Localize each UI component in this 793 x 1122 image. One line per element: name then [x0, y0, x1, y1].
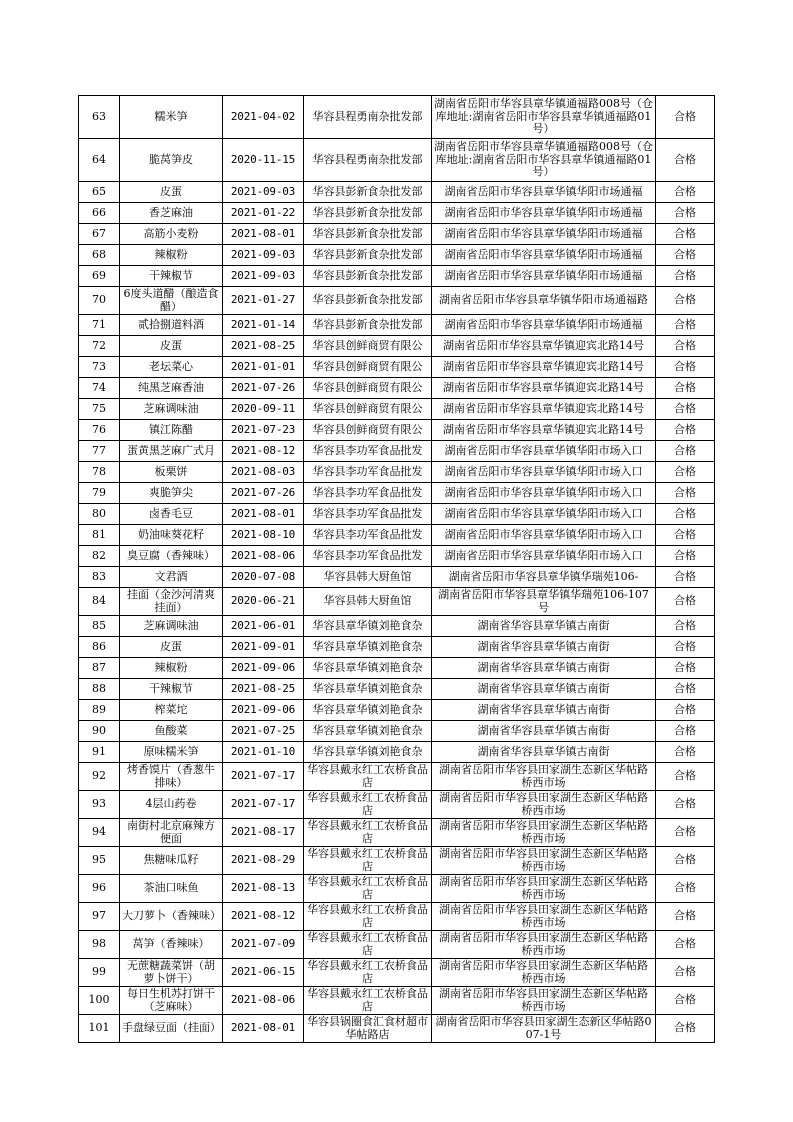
- row-number: 81: [79, 525, 120, 546]
- row-number: 87: [79, 658, 120, 679]
- row-number: 67: [79, 224, 120, 245]
- table-row: [79, 847, 715, 875]
- row-number: 72: [79, 336, 120, 357]
- seller-address: 湖南省华容县章华镇古南街: [432, 637, 656, 658]
- seller-name: 华容县章华镇刘艳食杂: [304, 658, 432, 679]
- inspection-result: 合格: [656, 791, 715, 819]
- product-name: 榨菜坨: [120, 700, 223, 721]
- inspection-result: 合格: [656, 483, 715, 504]
- inspection-result: 合格: [656, 742, 715, 763]
- seller-address: 湖南省岳阳市华容县田家湖生态新区华帖路桥西市场: [432, 819, 656, 847]
- row-number: 73: [79, 357, 120, 378]
- seller-address: 湖南省岳阳市华容县章华镇迎宾北路14号: [432, 420, 656, 441]
- table-row: [79, 658, 715, 679]
- product-name: 皮蛋: [120, 182, 223, 203]
- production-date: 2021-09-03: [223, 266, 304, 287]
- row-number: 90: [79, 721, 120, 742]
- seller-address: 湖南省岳阳市华容县章华镇华阳市场入口: [432, 525, 656, 546]
- inspection-result: 合格: [656, 357, 715, 378]
- row-number: 75: [79, 399, 120, 420]
- table-row: [79, 139, 715, 182]
- seller-name: 华容县李功军食品批发: [304, 441, 432, 462]
- seller-address: 湖南省岳阳市华容县田家湖生态新区华帖路桥西市场: [432, 959, 656, 987]
- product-name: 原味糯米笋: [120, 742, 223, 763]
- table-row: [79, 763, 715, 791]
- inspection-result: 合格: [656, 616, 715, 637]
- inspection-result: 合格: [656, 336, 715, 357]
- row-number: 79: [79, 483, 120, 504]
- table-row: [79, 791, 715, 819]
- table-row: [79, 245, 715, 266]
- seller-name: 华容县戴永红工农桥食品店: [304, 987, 432, 1015]
- table-row: [79, 1015, 715, 1043]
- product-name: 镇江陈醋: [120, 420, 223, 441]
- production-date: 2021-08-12: [223, 441, 304, 462]
- seller-name: 华容县戴永红工农桥食品店: [304, 875, 432, 903]
- production-date: 2020-07-08: [223, 567, 304, 588]
- seller-address: 湖南省岳阳市华容县章华镇迎宾北路14号: [432, 357, 656, 378]
- table-row: [79, 357, 715, 378]
- inspection-result: 合格: [656, 266, 715, 287]
- seller-name: 华容县彭新食杂批发部: [304, 315, 432, 336]
- row-number: 91: [79, 742, 120, 763]
- product-name: 皮蛋: [120, 637, 223, 658]
- table-row: [79, 546, 715, 567]
- seller-address: 湖南省岳阳市华容县章华镇华阳市场通福: [432, 224, 656, 245]
- table-row: [79, 721, 715, 742]
- seller-address: 湖南省岳阳市华容县田家湖生态新区华帖路007-1号: [432, 1015, 656, 1043]
- table-row: [79, 525, 715, 546]
- table-row: [79, 931, 715, 959]
- product-name: 手盘绿豆面（挂面）: [120, 1015, 223, 1043]
- inspection-result: 合格: [656, 875, 715, 903]
- seller-address: 湖南省岳阳市华容县田家湖生态新区华帖路桥西市场: [432, 791, 656, 819]
- product-name: 臭豆腐（香辣味）: [120, 546, 223, 567]
- production-date: 2021-01-14: [223, 315, 304, 336]
- inspection-result: 合格: [656, 287, 715, 315]
- seller-name: 华容县创鲜商贸有限公: [304, 357, 432, 378]
- seller-name: 华容县章华镇刘艳食杂: [304, 637, 432, 658]
- seller-name: 华容县戴永红工农桥食品店: [304, 931, 432, 959]
- product-name: 高筋小麦粉: [120, 224, 223, 245]
- production-date: 2021-08-03: [223, 462, 304, 483]
- row-number: 93: [79, 791, 120, 819]
- seller-name: 华容县章华镇刘艳食杂: [304, 700, 432, 721]
- production-date: 2021-07-23: [223, 420, 304, 441]
- product-name: 每日生机苏打饼干（芝麻味）: [120, 987, 223, 1015]
- product-name: 大刀萝卜（香辣味）: [120, 903, 223, 931]
- product-name: 纯黑芝麻香油: [120, 378, 223, 399]
- inspection-result: 合格: [656, 315, 715, 336]
- seller-address: 湖南省岳阳市华容县章华镇华阳市场通福: [432, 315, 656, 336]
- seller-address: 湖南省岳阳市华容县章华镇华瑞苑106-: [432, 567, 656, 588]
- inspection-result: 合格: [656, 567, 715, 588]
- seller-name: 华容县程勇南杂批发部: [304, 96, 432, 139]
- seller-address: 湖南省岳阳市华容县章华镇华阳市场通福: [432, 182, 656, 203]
- table-row: [79, 203, 715, 224]
- product-name: 爽脆笋尖: [120, 483, 223, 504]
- product-name: 老坛菜心: [120, 357, 223, 378]
- production-date: 2021-08-12: [223, 903, 304, 931]
- inspection-result: 合格: [656, 903, 715, 931]
- product-name: 卤香毛豆: [120, 504, 223, 525]
- seller-name: 华容县彭新食杂批发部: [304, 182, 432, 203]
- inspection-result: 合格: [656, 420, 715, 441]
- production-date: 2021-07-25: [223, 721, 304, 742]
- seller-address: 湖南省岳阳市华容县章华镇华瑞苑106-107号: [432, 588, 656, 616]
- inspection-result: 合格: [656, 182, 715, 203]
- seller-name: 华容县彭新食杂批发部: [304, 287, 432, 315]
- inspection-result: 合格: [656, 96, 715, 139]
- product-name: 贰拾捌道料酒: [120, 315, 223, 336]
- row-number: 63: [79, 96, 120, 139]
- table-row: [79, 588, 715, 616]
- inspection-result: 合格: [656, 959, 715, 987]
- table-row: [79, 462, 715, 483]
- production-date: 2020-11-15: [223, 139, 304, 182]
- product-name: 文君酒: [120, 567, 223, 588]
- production-date: 2021-06-01: [223, 616, 304, 637]
- product-name: 奶油味葵花籽: [120, 525, 223, 546]
- seller-address: 湖南省岳阳市华容县章华镇华阳市场通福: [432, 266, 656, 287]
- seller-name: 华容县创鲜商贸有限公: [304, 420, 432, 441]
- inspection-result: 合格: [656, 987, 715, 1015]
- table-row: [79, 399, 715, 420]
- seller-name: 华容县彭新食杂批发部: [304, 245, 432, 266]
- seller-address: 湖南省岳阳市华容县田家湖生态新区华帖路桥西市场: [432, 847, 656, 875]
- product-name: 焦糖味瓜籽: [120, 847, 223, 875]
- product-name: 南街村北京麻辣方便面: [120, 819, 223, 847]
- seller-name: 华容县韩大厨鱼馆: [304, 567, 432, 588]
- production-date: 2021-08-06: [223, 546, 304, 567]
- table-row: [79, 336, 715, 357]
- table-row: [79, 637, 715, 658]
- row-number: 98: [79, 931, 120, 959]
- seller-name: 华容县李功军食品批发: [304, 504, 432, 525]
- product-name: 干辣椒节: [120, 679, 223, 700]
- production-date: 2021-07-26: [223, 378, 304, 399]
- seller-name: 华容县章华镇刘艳食杂: [304, 721, 432, 742]
- row-number: 80: [79, 504, 120, 525]
- table-row: [79, 959, 715, 987]
- production-date: 2021-08-13: [223, 875, 304, 903]
- production-date: 2021-08-17: [223, 819, 304, 847]
- table-row: [79, 224, 715, 245]
- inspection-result: 合格: [656, 721, 715, 742]
- production-date: 2021-04-02: [223, 96, 304, 139]
- inspection-results-table: [78, 95, 715, 1043]
- row-number: 96: [79, 875, 120, 903]
- row-number: 68: [79, 245, 120, 266]
- seller-address: 湖南省华容县章华镇古南街: [432, 679, 656, 700]
- table-row: [79, 420, 715, 441]
- production-date: 2021-08-06: [223, 987, 304, 1015]
- inspection-result: 合格: [656, 679, 715, 700]
- production-date: 2020-06-21: [223, 588, 304, 616]
- row-number: 71: [79, 315, 120, 336]
- row-number: 85: [79, 616, 120, 637]
- row-number: 88: [79, 679, 120, 700]
- table-row: [79, 96, 715, 139]
- seller-name: 华容县章华镇刘艳食杂: [304, 616, 432, 637]
- inspection-result: 合格: [656, 203, 715, 224]
- product-name: 4层山药卷: [120, 791, 223, 819]
- inspection-result: 合格: [656, 525, 715, 546]
- product-name: 莴笋（香辣味）: [120, 931, 223, 959]
- seller-name: 华容县彭新食杂批发部: [304, 266, 432, 287]
- seller-address: 湖南省岳阳市华容县田家湖生态新区华帖路桥西市场: [432, 903, 656, 931]
- inspection-result: 合格: [656, 931, 715, 959]
- row-number: 84: [79, 588, 120, 616]
- row-number: 64: [79, 139, 120, 182]
- row-number: 86: [79, 637, 120, 658]
- table-row: [79, 483, 715, 504]
- production-date: 2021-07-17: [223, 763, 304, 791]
- seller-address: 湖南省华容县章华镇古南街: [432, 658, 656, 679]
- inspection-result: 合格: [656, 847, 715, 875]
- table-row: [79, 987, 715, 1015]
- seller-address: 湖南省岳阳市华容县田家湖生态新区华帖路桥西市场: [432, 763, 656, 791]
- production-date: 2021-08-25: [223, 679, 304, 700]
- seller-name: 华容县彭新食杂批发部: [304, 203, 432, 224]
- inspection-result: 合格: [656, 378, 715, 399]
- inspection-result: 合格: [656, 224, 715, 245]
- inspection-result: 合格: [656, 658, 715, 679]
- production-date: 2021-09-06: [223, 700, 304, 721]
- row-number: 99: [79, 959, 120, 987]
- table-row: [79, 287, 715, 315]
- inspection-result: 合格: [656, 441, 715, 462]
- table-row: [79, 266, 715, 287]
- product-name: 辣椒粉: [120, 245, 223, 266]
- production-date: 2021-08-01: [223, 1015, 304, 1043]
- seller-name: 华容县彭新食杂批发部: [304, 224, 432, 245]
- table-row: [79, 742, 715, 763]
- product-name: 辣椒粉: [120, 658, 223, 679]
- table-row: [79, 504, 715, 525]
- product-name: 芝麻调味油: [120, 399, 223, 420]
- inspection-result: 合格: [656, 245, 715, 266]
- production-date: 2021-09-03: [223, 245, 304, 266]
- seller-address: 湖南省岳阳市华容县章华镇迎宾北路14号: [432, 378, 656, 399]
- seller-address: 湖南省华容县章华镇古南街: [432, 700, 656, 721]
- row-number: 97: [79, 903, 120, 931]
- seller-name: 华容县戴永红工农桥食品店: [304, 791, 432, 819]
- production-date: 2021-09-06: [223, 658, 304, 679]
- inspection-result: 合格: [656, 700, 715, 721]
- table-row: [79, 182, 715, 203]
- seller-address: 湖南省岳阳市华容县田家湖生态新区华帖路桥西市场: [432, 931, 656, 959]
- seller-address: 湖南省岳阳市华容县章华镇华阳市场入口: [432, 504, 656, 525]
- seller-address: 湖南省岳阳市华容县章华镇迎宾北路14号: [432, 399, 656, 420]
- seller-address: 湖南省岳阳市华容县章华镇华阳市场入口: [432, 483, 656, 504]
- inspection-result: 合格: [656, 139, 715, 182]
- seller-name: 华容县程勇南杂批发部: [304, 139, 432, 182]
- inspection-result: 合格: [656, 637, 715, 658]
- row-number: 66: [79, 203, 120, 224]
- seller-address: 湖南省华容县章华镇古南街: [432, 742, 656, 763]
- product-name: 芝麻调味油: [120, 616, 223, 637]
- product-name: 脆莴笋皮: [120, 139, 223, 182]
- product-name: 6度头道醋（酿造食醋）: [120, 287, 223, 315]
- row-number: 78: [79, 462, 120, 483]
- table-row: [79, 819, 715, 847]
- seller-address: 湖南省岳阳市华容县章华镇通福路008号（仓库地址:湖南省岳阳市华容县章华镇通福路01号）: [432, 139, 656, 182]
- seller-address: 湖南省岳阳市华容县章华镇华阳市场通福: [432, 203, 656, 224]
- seller-address: 湖南省岳阳市华容县田家湖生态新区华帖路桥西市场: [432, 875, 656, 903]
- row-number: 89: [79, 700, 120, 721]
- production-date: 2021-01-10: [223, 742, 304, 763]
- seller-name: 华容县创鲜商贸有限公: [304, 399, 432, 420]
- seller-name: 华容县李功军食品批发: [304, 483, 432, 504]
- production-date: 2021-09-03: [223, 182, 304, 203]
- table-row: [79, 700, 715, 721]
- production-date: 2021-07-26: [223, 483, 304, 504]
- production-date: 2021-07-17: [223, 791, 304, 819]
- row-number: 95: [79, 847, 120, 875]
- row-number: 76: [79, 420, 120, 441]
- row-number: 100: [79, 987, 120, 1015]
- table-row: [79, 315, 715, 336]
- production-date: 2021-01-01: [223, 357, 304, 378]
- table-row: [79, 679, 715, 700]
- product-name: 蛋黄黑芝麻广式月: [120, 441, 223, 462]
- table-row: [79, 875, 715, 903]
- seller-address: 湖南省岳阳市华容县章华镇通福路008号（仓库地址:湖南省岳阳市华容县章华镇通福路01号）: [432, 96, 656, 139]
- row-number: 82: [79, 546, 120, 567]
- product-name: 糯米笋: [120, 96, 223, 139]
- production-date: 2021-07-09: [223, 931, 304, 959]
- row-number: 92: [79, 763, 120, 791]
- seller-name: 华容县戴永红工农桥食品店: [304, 847, 432, 875]
- seller-name: 华容县章华镇刘艳食杂: [304, 742, 432, 763]
- inspection-result: 合格: [656, 399, 715, 420]
- product-name: 烤香馍片（香葱牛排味）: [120, 763, 223, 791]
- production-date: 2021-01-27: [223, 287, 304, 315]
- table-row: [79, 441, 715, 462]
- inspection-result: 合格: [656, 1015, 715, 1043]
- row-number: 77: [79, 441, 120, 462]
- seller-name: 华容县韩大厨鱼馆: [304, 588, 432, 616]
- seller-address: 湖南省岳阳市华容县章华镇华阳市场入口: [432, 546, 656, 567]
- inspection-result: 合格: [656, 546, 715, 567]
- seller-address: 湖南省岳阳市华容县章华镇华阳市场入口: [432, 462, 656, 483]
- row-number: 83: [79, 567, 120, 588]
- seller-address: 湖南省岳阳市华容县章华镇迎宾北路14号: [432, 336, 656, 357]
- production-date: 2020-09-11: [223, 399, 304, 420]
- seller-name: 华容县李功军食品批发: [304, 462, 432, 483]
- seller-address: 湖南省岳阳市华容县田家湖生态新区华帖路桥西市场: [432, 987, 656, 1015]
- seller-name: 华容县戴永红工农桥食品店: [304, 819, 432, 847]
- inspection-result: 合格: [656, 763, 715, 791]
- seller-name: 华容县李功军食品批发: [304, 525, 432, 546]
- table-body: [79, 96, 715, 1043]
- inspection-result: 合格: [656, 819, 715, 847]
- production-date: 2021-08-01: [223, 504, 304, 525]
- seller-address: 湖南省华容县章华镇古南街: [432, 721, 656, 742]
- product-name: 无蔗糖蔬菜饼（胡萝卜饼干）: [120, 959, 223, 987]
- seller-name: 华容县锅圈食汇食材超市华帖路店: [304, 1015, 432, 1043]
- inspection-result: 合格: [656, 588, 715, 616]
- inspection-result: 合格: [656, 504, 715, 525]
- product-name: 鱼酸菜: [120, 721, 223, 742]
- table-row: [79, 378, 715, 399]
- product-name: 香芝麻油: [120, 203, 223, 224]
- table-row: [79, 616, 715, 637]
- seller-name: 华容县戴永红工农桥食品店: [304, 959, 432, 987]
- production-date: 2021-08-10: [223, 525, 304, 546]
- product-name: 茶油口味鱼: [120, 875, 223, 903]
- seller-name: 华容县戴永红工农桥食品店: [304, 763, 432, 791]
- production-date: 2021-08-29: [223, 847, 304, 875]
- seller-address: 湖南省岳阳市华容县章华镇华阳市场入口: [432, 441, 656, 462]
- row-number: 69: [79, 266, 120, 287]
- product-name: 干辣椒节: [120, 266, 223, 287]
- row-number: 74: [79, 378, 120, 399]
- production-date: 2021-08-25: [223, 336, 304, 357]
- product-name: 板栗饼: [120, 462, 223, 483]
- production-date: 2021-09-01: [223, 637, 304, 658]
- seller-name: 华容县创鲜商贸有限公: [304, 336, 432, 357]
- product-name: 挂面（金沙河清爽挂面）: [120, 588, 223, 616]
- seller-name: 华容县李功军食品批发: [304, 546, 432, 567]
- seller-name: 华容县戴永红工农桥食品店: [304, 903, 432, 931]
- production-date: 2021-06-15: [223, 959, 304, 987]
- row-number: 94: [79, 819, 120, 847]
- row-number: 101: [79, 1015, 120, 1043]
- row-number: 65: [79, 182, 120, 203]
- table-row: [79, 567, 715, 588]
- production-date: 2021-01-22: [223, 203, 304, 224]
- product-name: 皮蛋: [120, 336, 223, 357]
- seller-address: 湖南省岳阳市华容县章华镇华阳市场通福路: [432, 287, 656, 315]
- table-row: [79, 903, 715, 931]
- production-date: 2021-08-01: [223, 224, 304, 245]
- seller-name: 华容县创鲜商贸有限公: [304, 378, 432, 399]
- row-number: 70: [79, 287, 120, 315]
- seller-address: 湖南省华容县章华镇古南街: [432, 616, 656, 637]
- seller-name: 华容县章华镇刘艳食杂: [304, 679, 432, 700]
- seller-address: 湖南省岳阳市华容县章华镇华阳市场通福: [432, 245, 656, 266]
- inspection-result: 合格: [656, 462, 715, 483]
